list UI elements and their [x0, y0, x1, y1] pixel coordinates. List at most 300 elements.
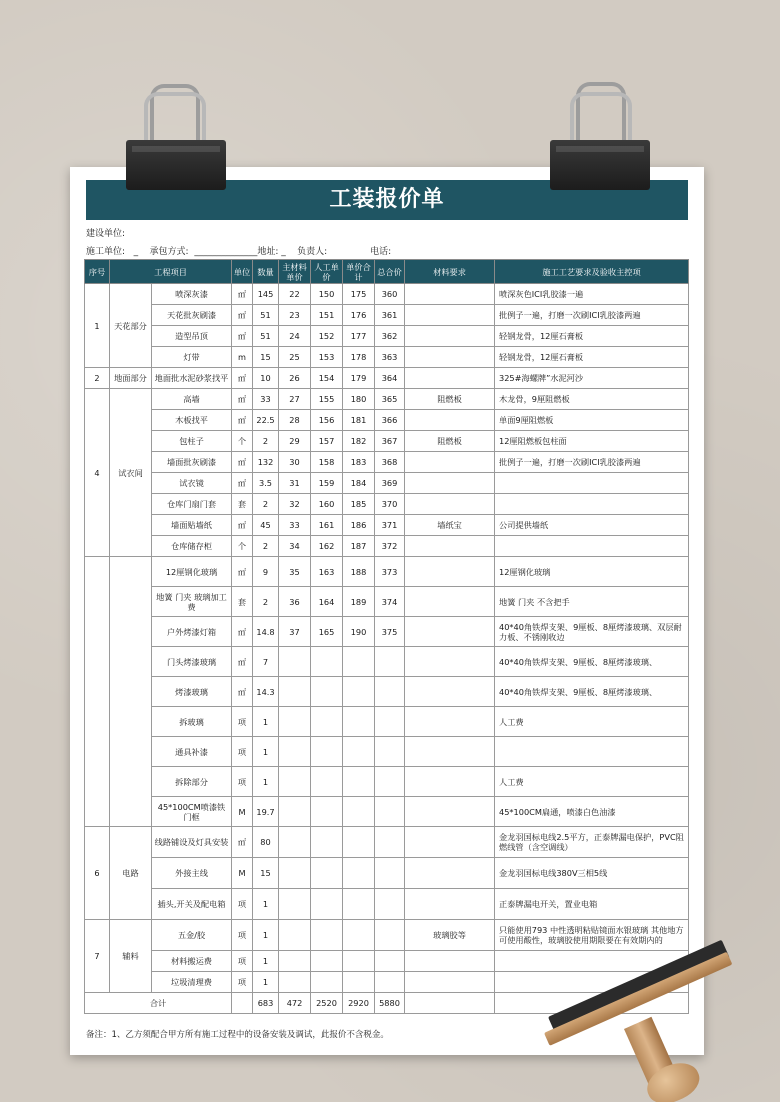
- material-requirement: [405, 326, 495, 347]
- unit: 项: [232, 972, 253, 993]
- unit: ㎡: [232, 326, 253, 347]
- summary-unit: [232, 993, 253, 1014]
- category: 辅料: [110, 920, 152, 993]
- unit: ㎡: [232, 284, 253, 305]
- material-requirement: [405, 305, 495, 326]
- material-price: 36: [279, 587, 311, 617]
- material-requirement: [405, 737, 495, 767]
- item-name: 地面批水泥砂浆找平: [152, 368, 232, 389]
- unit: m: [232, 347, 253, 368]
- rubber-stamp: [538, 985, 758, 1102]
- unit-total: 180: [343, 389, 375, 410]
- unit: ㎡: [232, 647, 253, 677]
- total-price: 364: [375, 368, 405, 389]
- labor-price: 152: [311, 326, 343, 347]
- process-requirement: 12厘阻燃板包柱面: [495, 431, 689, 452]
- unit: 项: [232, 889, 253, 920]
- row-number: 4: [85, 389, 110, 557]
- unit-total: 176: [343, 305, 375, 326]
- quantity: 9: [253, 557, 279, 587]
- quantity: 1: [253, 972, 279, 993]
- quantity: 2: [253, 431, 279, 452]
- labor-price: 154: [311, 368, 343, 389]
- quantity: 7: [253, 647, 279, 677]
- quantity: 15: [253, 347, 279, 368]
- item-name: 户外烤漆灯箱: [152, 617, 232, 647]
- process-requirement: 人工费: [495, 707, 689, 737]
- summary-unit-total: 2920: [343, 993, 375, 1014]
- labor-price: 155: [311, 389, 343, 410]
- unit: ㎡: [232, 473, 253, 494]
- item-name: 12厘钢化玻璃: [152, 557, 232, 587]
- total-price: 366: [375, 410, 405, 431]
- material-price: [279, 647, 311, 677]
- item-name: 拆除部分: [152, 767, 232, 797]
- table-row: [85, 737, 689, 767]
- unit: ㎡: [232, 389, 253, 410]
- process-requirement: 地簧 门夹 不含把手: [495, 587, 689, 617]
- material-price: [279, 951, 311, 972]
- material-price: [279, 827, 311, 858]
- unit-total: [343, 972, 375, 993]
- quantity: 33: [253, 389, 279, 410]
- material-price: 30: [279, 452, 311, 473]
- process-requirement: 单面9厘阻燃板: [495, 410, 689, 431]
- process-requirement: 40*40角铁焊支架、9厘板、8厘烤漆玻璃、双层耐力板、不锈刚收边: [495, 617, 689, 647]
- item-name: 墙面批灰刷漆: [152, 452, 232, 473]
- total-price: 375: [375, 617, 405, 647]
- table-header-row: [85, 260, 689, 284]
- item-name: 外接主线: [152, 858, 232, 889]
- unit: ㎡: [232, 305, 253, 326]
- item-name: 垃圾清理费: [152, 972, 232, 993]
- item-name: 45*100CM喷漆铁门框: [152, 797, 232, 827]
- header-cell: 主材料单价: [279, 260, 311, 284]
- process-requirement: 公司提供墙纸: [495, 515, 689, 536]
- unit: ㎡: [232, 827, 253, 858]
- unit-total: 183: [343, 452, 375, 473]
- total-price: 368: [375, 452, 405, 473]
- binder-clip-left: [126, 84, 226, 194]
- table-row: [85, 767, 689, 797]
- unit: ㎡: [232, 515, 253, 536]
- material-price: 35: [279, 557, 311, 587]
- binder-clip-right: [550, 82, 650, 194]
- quantity: 14.8: [253, 617, 279, 647]
- table-row: [85, 473, 689, 494]
- material-price: 25: [279, 347, 311, 368]
- item-name: 材料搬运费: [152, 951, 232, 972]
- total-price: [375, 972, 405, 993]
- material-requirement: [405, 767, 495, 797]
- total-price: [375, 920, 405, 951]
- total-price: 362: [375, 326, 405, 347]
- quantity: 2: [253, 536, 279, 557]
- material-requirement: [405, 473, 495, 494]
- labor-price: [311, 737, 343, 767]
- footnote: 备注：1、乙方须配合甲方所有施工过程中的设备安装及调试，此报价不含税金。: [86, 1030, 389, 1040]
- process-requirement: 40*40角铁焊支架、9厘板、8厘烤漆玻璃、: [495, 677, 689, 707]
- unit-total: [343, 827, 375, 858]
- total-price: 361: [375, 305, 405, 326]
- unit-total: 187: [343, 536, 375, 557]
- process-requirement: [495, 737, 689, 767]
- material-price: [279, 797, 311, 827]
- unit-total: 189: [343, 587, 375, 617]
- summary-mat: 472: [279, 993, 311, 1014]
- material-requirement: [405, 368, 495, 389]
- contractor-info-line: 施工单位: _ 承包方式: ______________地址: _ 负责人: 电话:: [86, 247, 392, 257]
- labor-price: 162: [311, 536, 343, 557]
- row-number: [85, 557, 110, 827]
- total-price: [375, 767, 405, 797]
- process-requirement: 12厘钢化玻璃: [495, 557, 689, 587]
- table-row: [85, 587, 689, 617]
- labor-price: 150: [311, 284, 343, 305]
- process-requirement: 只能使用793 中性透明粘贴镜面水银玻璃 其他地方可使用酸性，玻璃胶使用期限要在有效期内的: [495, 920, 689, 951]
- category: 地面部分: [110, 368, 152, 389]
- header-cell: 序号: [85, 260, 110, 284]
- item-name: 灯带: [152, 347, 232, 368]
- process-requirement: 人工费: [495, 767, 689, 797]
- table-body: [85, 284, 689, 993]
- unit-total: [343, 858, 375, 889]
- quantity: 22.5: [253, 410, 279, 431]
- table-row: [85, 431, 689, 452]
- table-row: [85, 389, 689, 410]
- table-row: [85, 284, 689, 305]
- unit-total: 175: [343, 284, 375, 305]
- unit: 项: [232, 920, 253, 951]
- total-price: [375, 647, 405, 677]
- material-price: 26: [279, 368, 311, 389]
- unit: 套: [232, 494, 253, 515]
- unit: ㎡: [232, 410, 253, 431]
- process-requirement: 45*100CM扁通，喷漆白色油漆: [495, 797, 689, 827]
- process-requirement: [495, 494, 689, 515]
- material-price: 28: [279, 410, 311, 431]
- item-name: 仓库门扇门套: [152, 494, 232, 515]
- material-requirement: [405, 951, 495, 972]
- material-requirement: 阻燃板: [405, 431, 495, 452]
- quantity: 1: [253, 951, 279, 972]
- material-price: [279, 767, 311, 797]
- labor-price: 151: [311, 305, 343, 326]
- header-cell: 施工工艺要求及验收主控项: [495, 260, 689, 284]
- item-name: 插头,开关及配电箱: [152, 889, 232, 920]
- row-number: 1: [85, 284, 110, 368]
- table-row: [85, 494, 689, 515]
- material-requirement: [405, 347, 495, 368]
- material-requirement: [405, 536, 495, 557]
- labor-price: 163: [311, 557, 343, 587]
- quantity: 19.7: [253, 797, 279, 827]
- unit-total: 181: [343, 410, 375, 431]
- table-row: [85, 347, 689, 368]
- total-price: 372: [375, 536, 405, 557]
- labor-price: [311, 677, 343, 707]
- total-price: [375, 737, 405, 767]
- quantity: 145: [253, 284, 279, 305]
- material-price: 27: [279, 389, 311, 410]
- labor-price: [311, 797, 343, 827]
- unit: ㎡: [232, 557, 253, 587]
- labor-price: [311, 889, 343, 920]
- material-requirement: [405, 677, 495, 707]
- quantity: 2: [253, 494, 279, 515]
- unit-total: [343, 920, 375, 951]
- category: 电路: [110, 827, 152, 920]
- table-row: [85, 452, 689, 473]
- material-price: 37: [279, 617, 311, 647]
- material-price: 23: [279, 305, 311, 326]
- table-row: [85, 647, 689, 677]
- total-price: 369: [375, 473, 405, 494]
- item-name: 木板找平: [152, 410, 232, 431]
- quantity: 51: [253, 326, 279, 347]
- process-requirement: 轻钢龙骨，12厘石膏板: [495, 326, 689, 347]
- unit: 套: [232, 587, 253, 617]
- row-number: 7: [85, 920, 110, 993]
- quantity: 14.3: [253, 677, 279, 707]
- page-title: 工装报价单: [86, 180, 688, 220]
- summary-total: 5880: [375, 993, 405, 1014]
- quantity: 51: [253, 305, 279, 326]
- unit: ㎡: [232, 368, 253, 389]
- total-price: [375, 827, 405, 858]
- summary-material: [405, 993, 495, 1014]
- header-cell: 工程项目: [110, 260, 232, 284]
- material-price: [279, 858, 311, 889]
- item-name: 喷深灰漆: [152, 284, 232, 305]
- quantity: 80: [253, 827, 279, 858]
- unit-total: [343, 951, 375, 972]
- total-price: 363: [375, 347, 405, 368]
- labor-price: [311, 827, 343, 858]
- process-requirement: 批例子一遍，打磨一次刷ICI乳胶漆两遍: [495, 452, 689, 473]
- quantity: 45: [253, 515, 279, 536]
- header-cell: 单位: [232, 260, 253, 284]
- total-price: 374: [375, 587, 405, 617]
- material-price: [279, 972, 311, 993]
- item-name: 五金/胶: [152, 920, 232, 951]
- material-price: [279, 889, 311, 920]
- labor-price: 159: [311, 473, 343, 494]
- labor-price: 160: [311, 494, 343, 515]
- table-row: [85, 515, 689, 536]
- unit: 项: [232, 737, 253, 767]
- process-requirement: [495, 473, 689, 494]
- quantity: 15: [253, 858, 279, 889]
- labor-price: 161: [311, 515, 343, 536]
- material-requirement: [405, 972, 495, 993]
- unit-total: 186: [343, 515, 375, 536]
- material-requirement: [405, 889, 495, 920]
- labor-price: 153: [311, 347, 343, 368]
- unit: ㎡: [232, 617, 253, 647]
- item-name: 拆玻璃: [152, 707, 232, 737]
- unit: M: [232, 858, 253, 889]
- table-row: [85, 827, 689, 858]
- unit-total: [343, 889, 375, 920]
- unit-total: [343, 647, 375, 677]
- material-price: 32: [279, 494, 311, 515]
- material-requirement: [405, 452, 495, 473]
- header-cell: 总合价: [375, 260, 405, 284]
- total-price: 365: [375, 389, 405, 410]
- process-requirement: 木龙骨，9厘阻燃板: [495, 389, 689, 410]
- material-price: [279, 920, 311, 951]
- labor-price: [311, 951, 343, 972]
- total-price: [375, 797, 405, 827]
- material-requirement: 阻燃板: [405, 389, 495, 410]
- material-requirement: [405, 494, 495, 515]
- item-name: 线路铺设及灯具安装: [152, 827, 232, 858]
- labor-price: [311, 858, 343, 889]
- quantity: 1: [253, 889, 279, 920]
- item-name: 通具补漆: [152, 737, 232, 767]
- table-row: [85, 920, 689, 951]
- labor-price: 164: [311, 587, 343, 617]
- row-number: 6: [85, 827, 110, 920]
- unit: 个: [232, 431, 253, 452]
- table-row: [85, 410, 689, 431]
- unit-total: [343, 767, 375, 797]
- table-row: [85, 858, 689, 889]
- process-requirement: 轻钢龙骨，12厘石膏板: [495, 347, 689, 368]
- unit: 项: [232, 951, 253, 972]
- material-price: 29: [279, 431, 311, 452]
- material-price: 33: [279, 515, 311, 536]
- material-requirement: [405, 797, 495, 827]
- process-requirement: [495, 536, 689, 557]
- unit-total: [343, 707, 375, 737]
- item-name: 试衣镜: [152, 473, 232, 494]
- construction-unit-line: 建设单位:: [86, 229, 126, 239]
- labor-price: [311, 647, 343, 677]
- process-requirement: 金龙羽国标电线380V三相5线: [495, 858, 689, 889]
- quantity: 1: [253, 707, 279, 737]
- item-name: 墙面贴墙纸: [152, 515, 232, 536]
- category: 天花部分: [110, 284, 152, 368]
- quantity: 3.5: [253, 473, 279, 494]
- summary-label: 合计: [85, 993, 232, 1014]
- unit-total: [343, 737, 375, 767]
- total-price: [375, 858, 405, 889]
- material-price: 31: [279, 473, 311, 494]
- process-requirement: 喷深灰色ICI乳胶漆一遍: [495, 284, 689, 305]
- table-row: [85, 536, 689, 557]
- material-price: [279, 677, 311, 707]
- labor-price: 157: [311, 431, 343, 452]
- material-price: [279, 707, 311, 737]
- table-row: [85, 368, 689, 389]
- unit-total: 188: [343, 557, 375, 587]
- material-requirement: [405, 827, 495, 858]
- summary-labor: 2520: [311, 993, 343, 1014]
- total-price: 370: [375, 494, 405, 515]
- total-price: 360: [375, 284, 405, 305]
- item-name: 仓库储存柜: [152, 536, 232, 557]
- item-name: 包柱子: [152, 431, 232, 452]
- unit: M: [232, 797, 253, 827]
- header-cell: 材料要求: [405, 260, 495, 284]
- table-row: [85, 326, 689, 347]
- quantity: 10: [253, 368, 279, 389]
- header-cell: 数量: [253, 260, 279, 284]
- labor-price: [311, 972, 343, 993]
- quotation-sheet: [70, 167, 704, 1055]
- table-row: [85, 707, 689, 737]
- table-row: [85, 797, 689, 827]
- material-requirement: [405, 858, 495, 889]
- total-price: [375, 677, 405, 707]
- material-requirement: [405, 617, 495, 647]
- item-name: 烤漆玻璃: [152, 677, 232, 707]
- unit-total: 185: [343, 494, 375, 515]
- material-requirement: [405, 410, 495, 431]
- unit-total: 184: [343, 473, 375, 494]
- unit-total: 179: [343, 368, 375, 389]
- material-requirement: 墙纸宝: [405, 515, 495, 536]
- labor-price: [311, 707, 343, 737]
- total-price: [375, 889, 405, 920]
- material-price: 22: [279, 284, 311, 305]
- material-price: 34: [279, 536, 311, 557]
- material-requirement: 玻璃胶等: [405, 920, 495, 951]
- table-row: [85, 677, 689, 707]
- quantity: 1: [253, 767, 279, 797]
- material-requirement: [405, 557, 495, 587]
- total-price: [375, 951, 405, 972]
- process-requirement: 金龙羽国标电线2.5平方，正泰牌漏电保护，PVC阻燃线管（含空调线）: [495, 827, 689, 858]
- category: 试衣间: [110, 389, 152, 557]
- table-row: [85, 951, 689, 972]
- quantity: 1: [253, 737, 279, 767]
- quote-table: [84, 259, 689, 1014]
- total-price: [375, 707, 405, 737]
- header-cell: 单价合计: [343, 260, 375, 284]
- process-requirement: 正泰牌漏电开关，置业电箱: [495, 889, 689, 920]
- material-requirement: [405, 587, 495, 617]
- quantity: 132: [253, 452, 279, 473]
- quantity: 2: [253, 587, 279, 617]
- total-price: 371: [375, 515, 405, 536]
- total-price: 373: [375, 557, 405, 587]
- item-name: 高墙: [152, 389, 232, 410]
- unit: ㎡: [232, 452, 253, 473]
- category: [110, 557, 152, 827]
- material-requirement: [405, 284, 495, 305]
- labor-price: [311, 920, 343, 951]
- table-row: [85, 305, 689, 326]
- unit: 项: [232, 707, 253, 737]
- unit-total: [343, 797, 375, 827]
- labor-price: 165: [311, 617, 343, 647]
- row-number: 2: [85, 368, 110, 389]
- material-price: [279, 737, 311, 767]
- item-name: 地簧 门夹 玻璃加工费: [152, 587, 232, 617]
- quantity: 1: [253, 920, 279, 951]
- unit-total: 178: [343, 347, 375, 368]
- process-requirement: 325#海螺牌”水泥河沙: [495, 368, 689, 389]
- labor-price: 156: [311, 410, 343, 431]
- item-name: 造型吊顶: [152, 326, 232, 347]
- unit-total: 182: [343, 431, 375, 452]
- unit-total: 177: [343, 326, 375, 347]
- summary-qty: 683: [253, 993, 279, 1014]
- labor-price: 158: [311, 452, 343, 473]
